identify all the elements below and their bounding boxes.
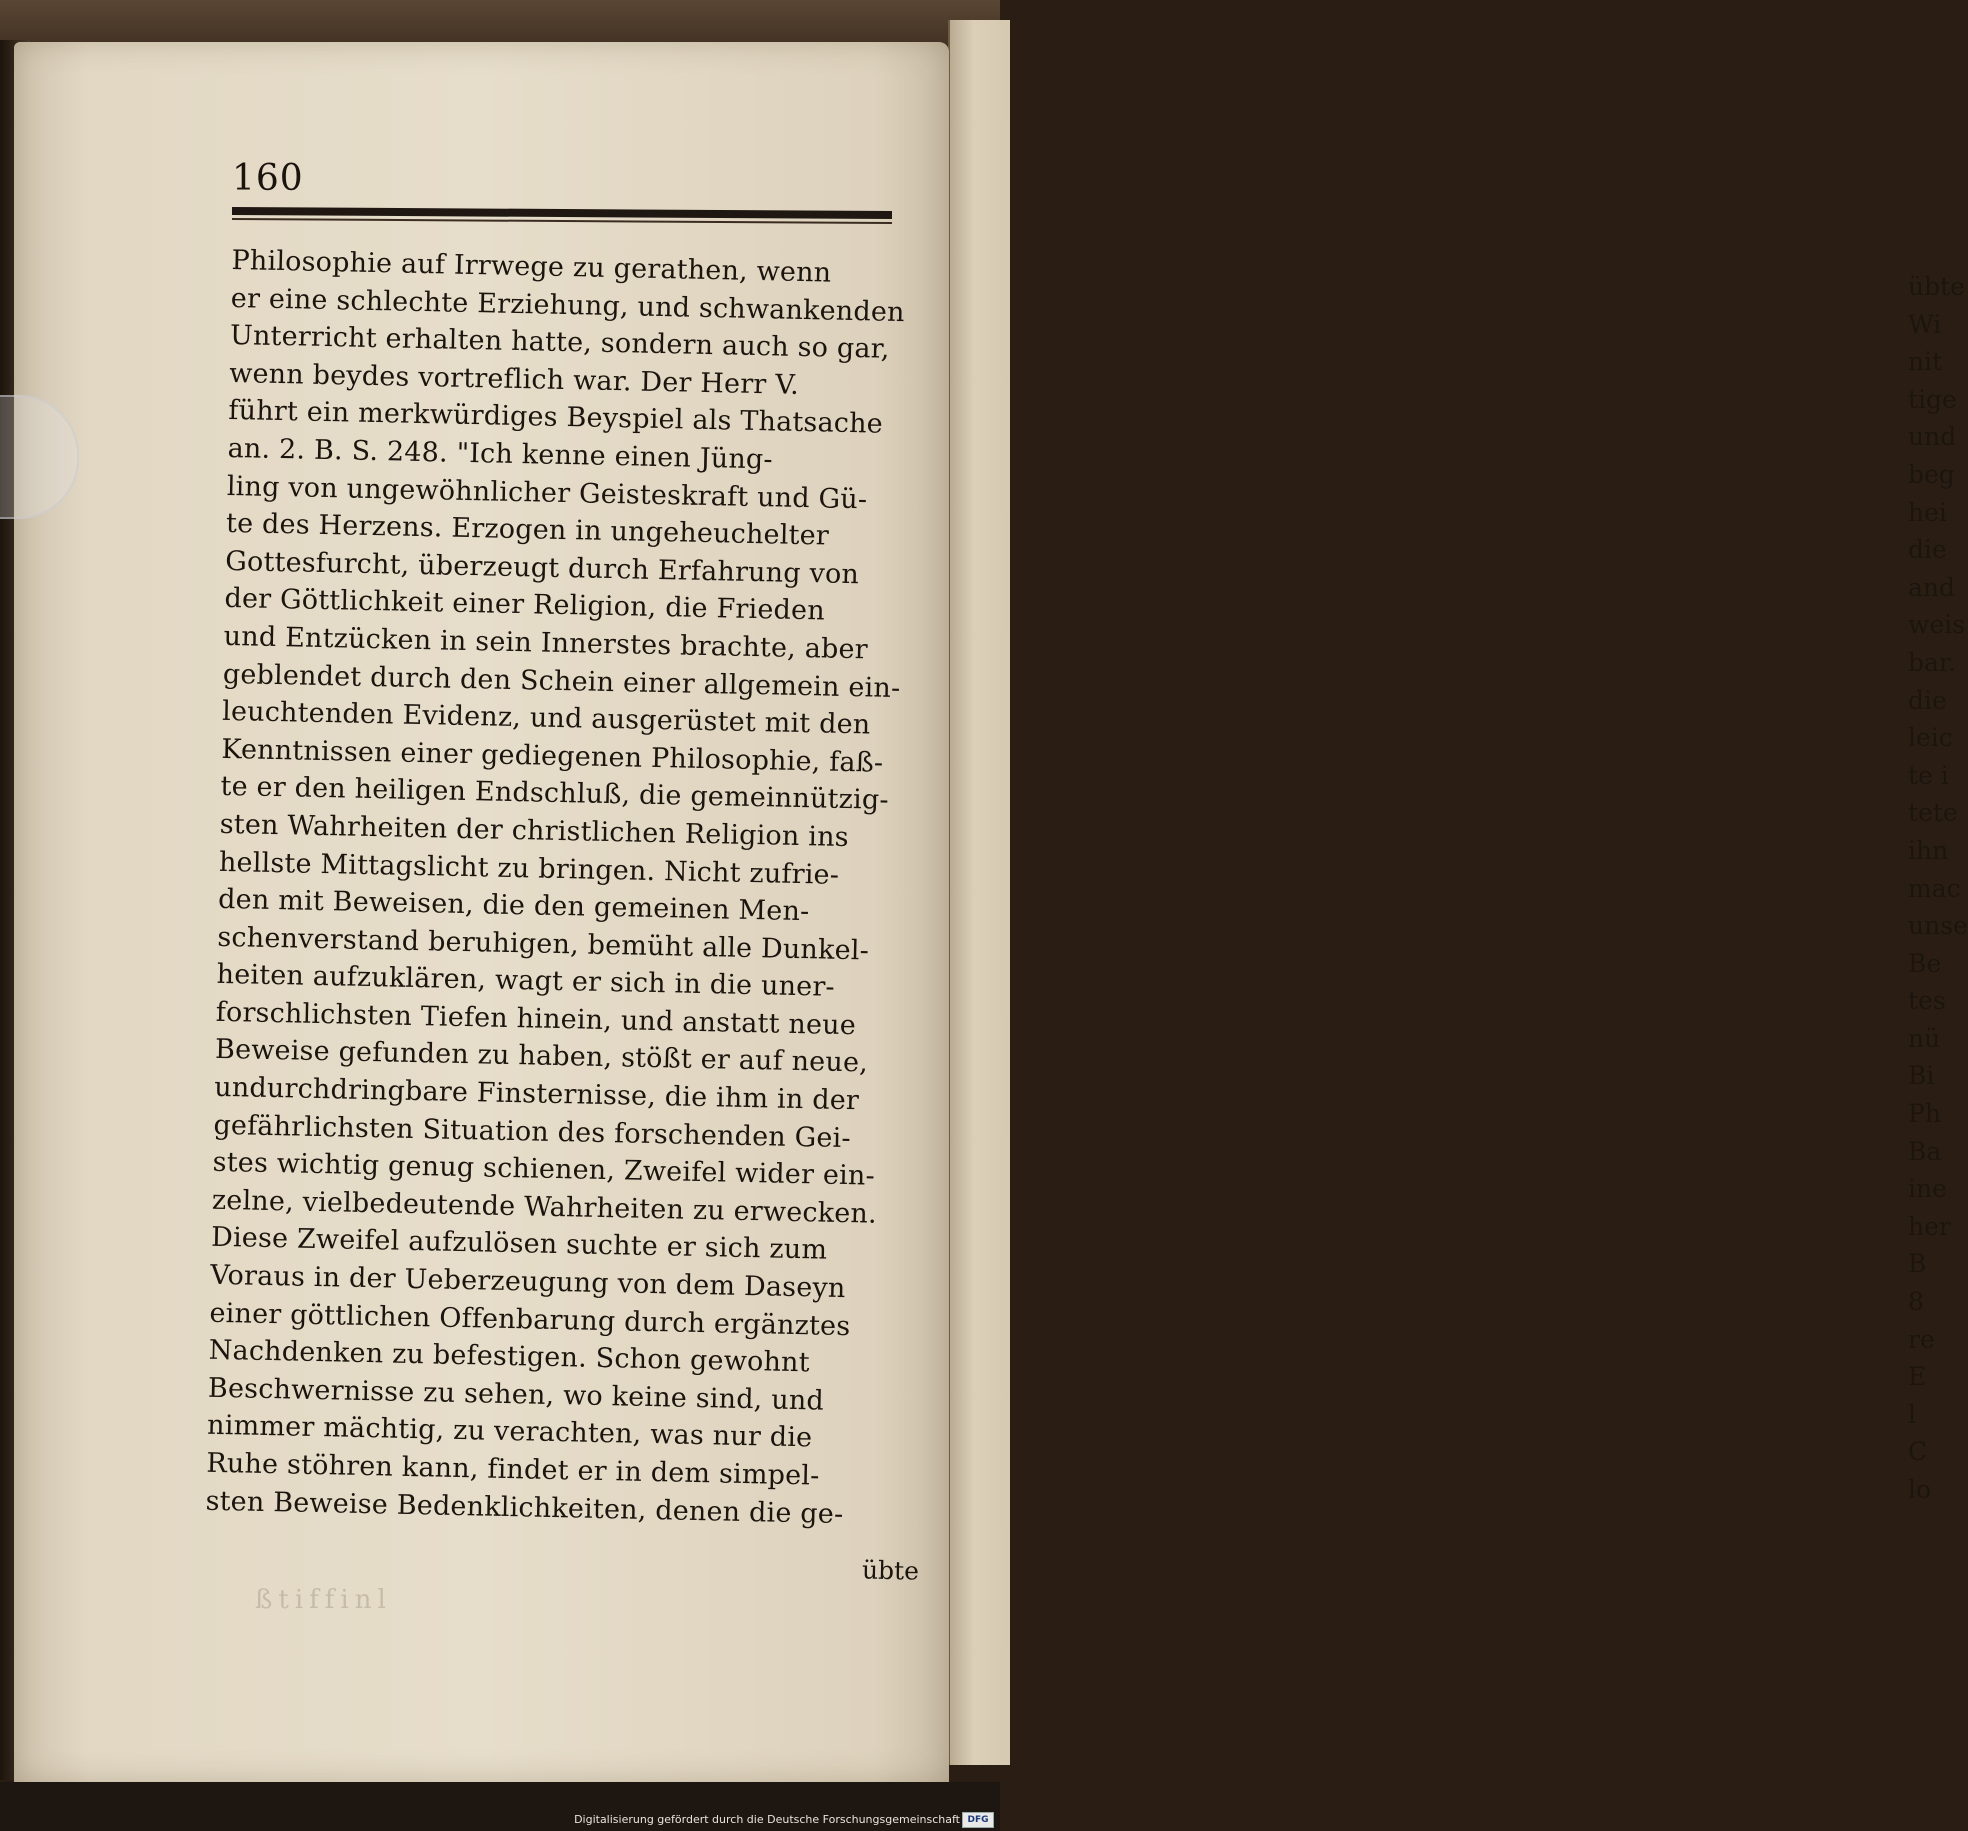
facing-page-fragment: E — [1908, 1362, 1927, 1392]
facing-page-fragment: B — [1908, 1249, 1927, 1279]
text-line: leuchtenden Evidenz, und ausgerüstet mit den — [221, 696, 871, 741]
text-line: Ruhe stöhren kann, findet er in dem simpel- — [206, 1447, 820, 1492]
facing-page-fragment: hei — [1908, 497, 1947, 527]
facing-page-fragment: C — [1908, 1437, 1928, 1467]
page-body-text — [205, 242, 907, 1534]
text-line: forschlichsten Tiefen hinein, und anstatt neue — [215, 996, 857, 1042]
text-line: Voraus in der Ueberzeugung von dem Daseyn — [210, 1259, 846, 1305]
facing-page-fragment: lo — [1908, 1475, 1932, 1504]
text-line: hellste Mittagslicht zu bringen. Nicht zufrie- — [218, 846, 840, 891]
facing-page-fragment: and — [1908, 572, 1956, 602]
text-line: heiten aufzuklären, wagt er sich in die uner- — [216, 959, 836, 1004]
text-line: undurchdringbare Finsternisse, die ihm in der — [213, 1071, 860, 1117]
facing-page-fragment: mac — [1908, 873, 1961, 903]
text-line: er eine schlechte Erziehung, und schwankenden — [230, 282, 906, 328]
facing-page-fragment: weis — [1908, 610, 1966, 640]
facing-page-fragment: und — [1908, 422, 1957, 452]
facing-page-fragment: übte — [1908, 272, 1965, 301]
text-line: te er den heiligen Endschluß, die gemeinnützig- — [220, 771, 890, 817]
facing-page-fragment: leic — [1908, 723, 1953, 753]
facing-page-fragment: 8 — [1908, 1287, 1924, 1317]
facing-page-fragment: nü — [1908, 1023, 1941, 1053]
text-line: zelne, vielbedeutende Wahrheiten zu erwecken. — [211, 1184, 878, 1230]
bleed-through-text: ßtiffinl — [255, 1585, 392, 1615]
facing-page-fragment: tes — [1908, 986, 1946, 1016]
text-line: stes wichtig genug schienen, Zweifel wider ein- — [212, 1147, 876, 1192]
text-line: gefährlichsten Situation des forschenden Gei- — [213, 1109, 852, 1154]
text-line: schenverstand beruhigen, bemüht alle Dunkel- — [217, 921, 870, 967]
facing-page-fragment: Ph — [1908, 1099, 1941, 1129]
facing-page-fragment: die — [1908, 535, 1947, 565]
facing-page-fragment: nit — [1908, 347, 1943, 377]
text-line: Unterricht erhalten hatte, sondern auch so gar, — [229, 320, 890, 365]
text-line: einer göttlichen Offenbarung durch ergänztes — [209, 1297, 851, 1342]
facing-page-fragment: ihn — [1908, 835, 1949, 865]
text-line: an. 2. B. S. 248. "Ich kenne einen Jüng- — [227, 432, 774, 476]
text-line: der Göttlichkeit einer Religion, die Frieden — [224, 583, 826, 627]
text-line: sten Wahrheiten der christlichen Religion ins — [219, 808, 850, 853]
facing-page-fragment: beg — [1908, 459, 1955, 489]
page-number: 160 — [232, 158, 304, 199]
facing-page-fragment: l — [1908, 1399, 1916, 1429]
catchword: übte — [861, 1555, 920, 1586]
text-line: Beweise gefunden zu haben, stößt er auf neue, — [214, 1034, 869, 1079]
text-line: Nachdenken zu befestigen. Schon gewohnt — [208, 1334, 811, 1379]
text-line: geblendet durch den Schein einer allgemein ein- — [222, 658, 901, 704]
digitization-credit: Digitalisierung gefördert durch die Deutsche Forschungsgemeinschaft — [574, 1813, 960, 1826]
text-line: Kenntnissen einer gediegenen Philosophie, faß- — [221, 733, 884, 779]
facing-page-fragment: re — [1908, 1324, 1935, 1354]
text-line: ling von ungewöhnlicher Geisteskraft und Gü- — [226, 470, 868, 515]
facing-page-text-column — [1908, 268, 1968, 1509]
facing-page-fragment: Be — [1908, 948, 1942, 978]
facing-page-fragment: te i — [1908, 760, 1949, 790]
facing-page-fragment: her — [1908, 1211, 1951, 1241]
text-line: und Entzücken in sein Innerstes brachte, aber — [223, 620, 869, 666]
text-line: te des Herzens. Erzogen in ungeheuchelter — [225, 508, 830, 552]
facing-page-fragment: tete — [1908, 798, 1958, 828]
text-line: sten Beweise Bedenklichkeiten, denen die ge- — [205, 1485, 844, 1530]
text-line: nimmer mächtig, zu verachten, was nur die — [206, 1410, 813, 1454]
facing-page-fragment: ine — [1908, 1174, 1947, 1204]
facing-page-fragment: tige — [1908, 384, 1957, 414]
facing-page-fragment: unse — [1908, 911, 1968, 941]
text-line: Gottesfurcht, überzeugt durch Erfahrung von — [224, 545, 860, 590]
facing-page-fragment: die — [1908, 685, 1947, 715]
facing-page-edge — [948, 20, 1968, 1765]
facing-page-fragment: Wi — [1908, 309, 1942, 339]
dfg-logo: DFG — [962, 1812, 994, 1828]
text-line: führt ein merkwürdiges Beyspiel als Thatsache — [228, 395, 884, 441]
text-line: Philosophie auf Irrwege zu gerathen, wenn — [231, 244, 832, 289]
text-line: den mit Beweisen, die den gemeinen Men- — [217, 883, 810, 928]
text-line: wenn beydes vortreflich war. Der Herr V. — [228, 357, 800, 401]
text-line: Diese Zweifel aufzulösen suchte er sich zum — [210, 1222, 828, 1267]
text-line: Beschwernisse zu sehen, wo keine sind, und — [207, 1372, 825, 1417]
facing-page-fragment: Ba — [1908, 1136, 1942, 1166]
facing-page-fragment: Bi — [1908, 1061, 1935, 1091]
facing-page-fragment: bar. — [1908, 647, 1957, 677]
